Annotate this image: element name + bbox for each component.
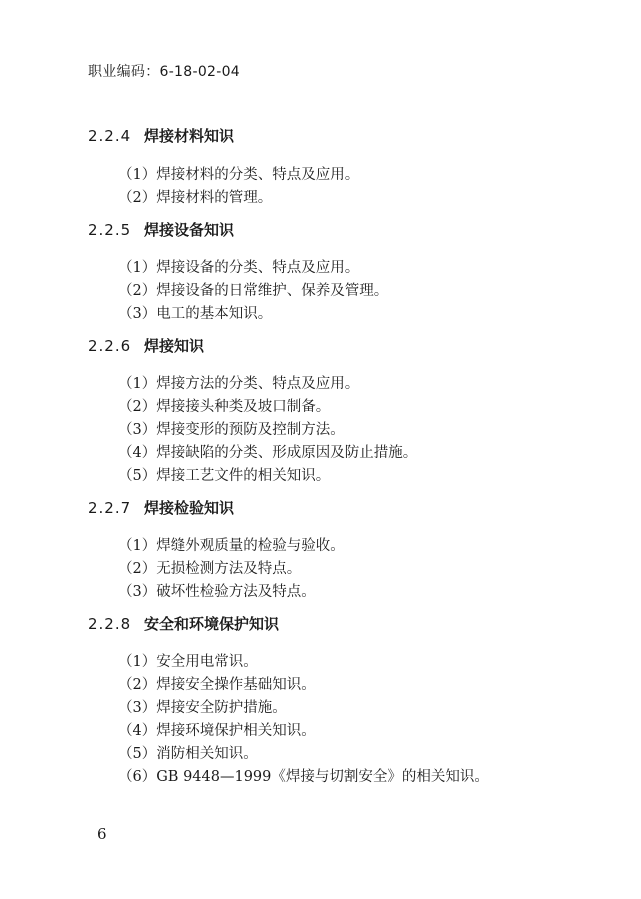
list-item: （1）焊接材料的分类、特点及应用。 <box>118 167 360 183</box>
list-item: （4）焊接环境保护相关知识。 <box>118 723 316 739</box>
list-item: （2）无损检测方法及特点。 <box>118 561 302 577</box>
page-number: 6 <box>97 825 107 843</box>
section-number: 2.2.6 <box>88 337 132 355</box>
section-number: 2.2.5 <box>88 221 132 239</box>
section-heading-2-2-8 <box>88 613 279 634</box>
list-item: （5）焊接工艺文件的相关知识。 <box>118 468 331 484</box>
list-item: （2）焊接材料的管理。 <box>118 190 273 206</box>
list-item: （3）焊接变形的预防及控制方法。 <box>118 422 345 438</box>
section-title: 焊接检验知识 <box>144 499 235 517</box>
section-number: 2.2.8 <box>88 615 132 633</box>
occupation-code: 职业编码：6-18-02-04 <box>88 64 241 80</box>
section-number: 2.2.7 <box>88 499 132 517</box>
list-item: （1）焊缝外观质量的检验与验收。 <box>118 538 345 554</box>
section-heading-2-2-6 <box>88 335 204 356</box>
list-item: （2）焊接接头种类及坡口制备。 <box>118 399 331 415</box>
section-title: 焊接知识 <box>144 337 205 355</box>
list-item: （2）焊接设备的日常维护、保养及管理。 <box>118 283 389 299</box>
list-item: （1）焊接设备的分类、特点及应用。 <box>118 260 360 276</box>
section-title: 焊接材料知识 <box>144 127 235 145</box>
list-item: （1）焊接方法的分类、特点及应用。 <box>118 376 360 392</box>
list-item: （2）焊接安全操作基础知识。 <box>118 677 316 693</box>
section-title: 安全和环境保护知识 <box>144 615 280 633</box>
list-item: （3）焊接安全防护措施。 <box>118 700 287 716</box>
list-item: （3）破坏性检验方法及特点。 <box>118 584 316 600</box>
list-item: （4）焊接缺陷的分类、形成原因及防止措施。 <box>118 445 418 461</box>
list-item: （3）电工的基本知识。 <box>118 306 273 322</box>
section-heading-2-2-7 <box>88 497 234 518</box>
section-title: 焊接设备知识 <box>144 221 235 239</box>
list-item: （6）GB 9448—1999《焊接与切割安全》的相关知识。 <box>118 769 489 785</box>
section-heading-2-2-5 <box>88 219 234 240</box>
section-number: 2.2.4 <box>88 127 132 145</box>
list-item: （1）安全用电常识。 <box>118 654 258 670</box>
list-item: （5）消防相关知识。 <box>118 746 258 762</box>
section-heading-2-2-4 <box>88 125 234 146</box>
